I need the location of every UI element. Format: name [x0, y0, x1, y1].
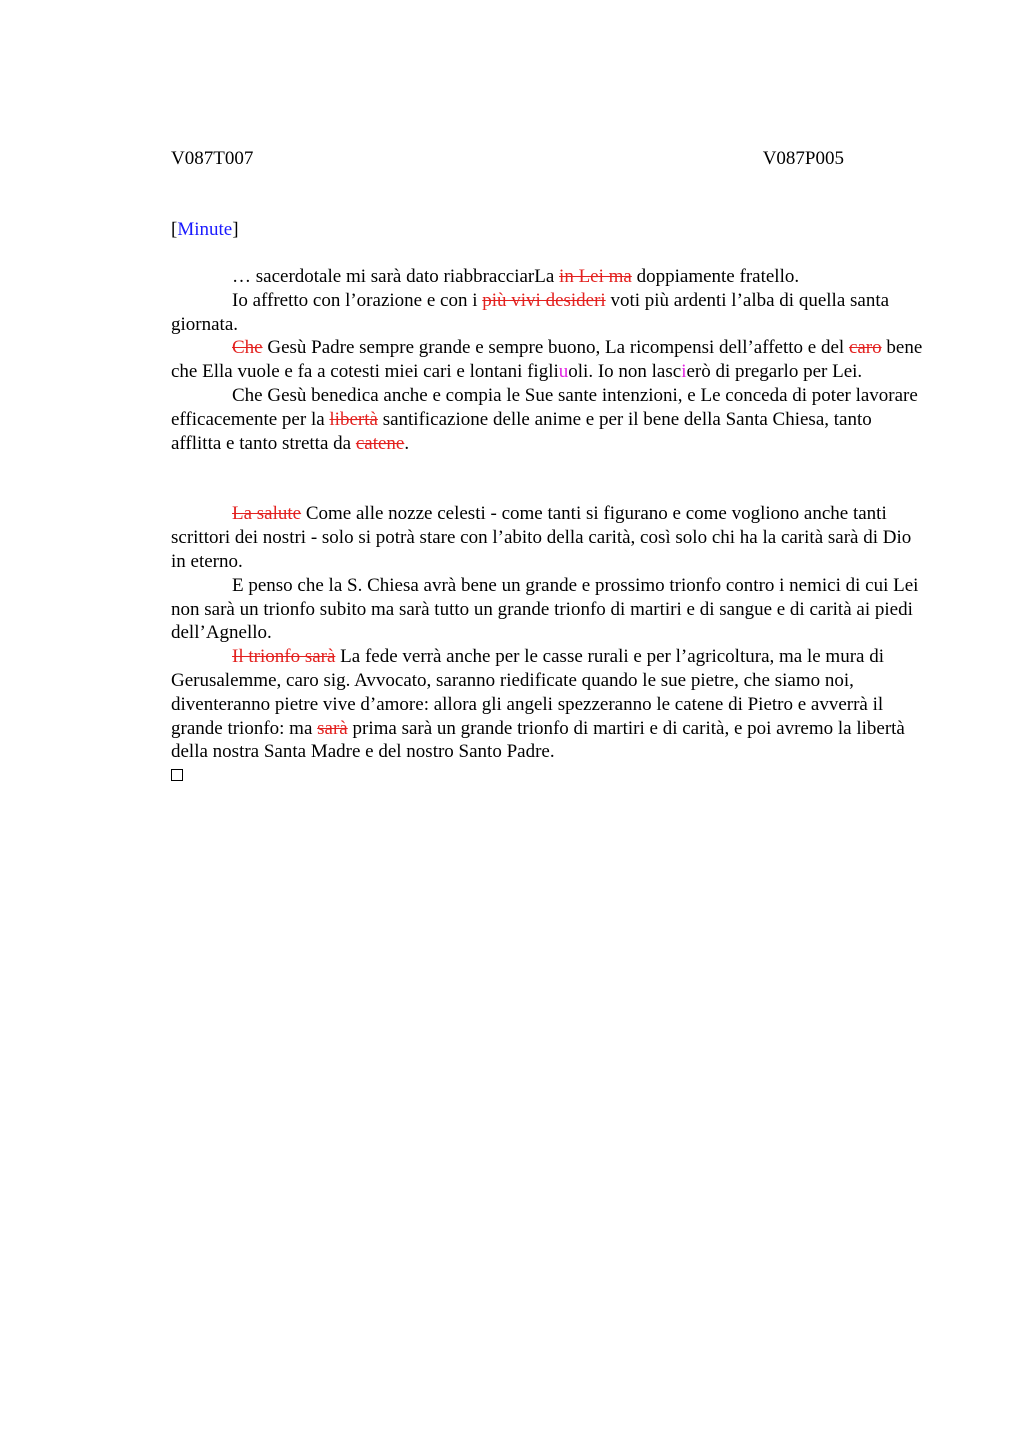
- text-span: voti più ardenti l’alba di quella santa giornata.: [171, 289, 890, 335]
- text-span: santificazione delle anime e per il bene della Santa Chiesa, tanto afflitta e tanto stretta da: [171, 408, 872, 454]
- paragraph-7: [171, 645, 926, 764]
- paragraph-2: [171, 289, 926, 337]
- deleted-text: sarà: [317, 717, 348, 739]
- text-span: Gesù Padre sempre grande e sempre buono, La ricompensi dell’affetto e del: [262, 337, 849, 359]
- text-span: doppiamente fratello.: [631, 266, 800, 287]
- paragraph-4: [171, 384, 926, 455]
- paragraph-gap: [171, 455, 926, 502]
- text-span: E penso che la S. Chiesa avrà bene un grande e prossimo trionfo contro i nemici di cui Lei non sarà un trionfo subito ma sarà tutto un grande trionfo di martiri e di sangue e di carità ai piedi dell’Agnello.: [171, 574, 919, 644]
- deleted-text: La salute: [232, 503, 302, 525]
- inserted-letter: u: [558, 361, 569, 383]
- text-span: oli. Io non lasc: [568, 361, 682, 383]
- text-span: prima sarà un grande trionfo di martiri e di carità, e poi avremo la libertà della nostra Santa Madre e del nostro Santo Padre.: [171, 717, 905, 763]
- deleted-text: catene: [355, 432, 405, 454]
- deleted-text: più vivi desideri: [482, 289, 606, 311]
- text-span: … sacerdotale mi sarà dato riabbracciarLa: [232, 266, 560, 287]
- text-span: Che Gesù benedica anche e compia le Sue sante intenzioni, e Le conceda di poter lavorare efficacemente per la: [171, 384, 918, 430]
- paragraph-1: [171, 265, 926, 289]
- document-id-right: V087P005: [762, 148, 844, 169]
- end-marker: [171, 764, 926, 788]
- deleted-text: caro: [848, 337, 882, 359]
- section-label-text: Minute: [177, 219, 233, 240]
- document-id-left: V087T007: [171, 148, 254, 169]
- bracket-close: ]: [232, 219, 239, 240]
- section-label: [171, 218, 239, 242]
- text-span: bene che Ella vuole e fa a cotesti miei cari e lontani figli: [171, 337, 923, 383]
- bracket-open: [: [171, 219, 178, 240]
- text-span: erò di pregarlo per Lei.: [686, 361, 863, 383]
- deleted-text: Il trionfo sarà: [232, 646, 336, 668]
- square-icon: [171, 769, 183, 781]
- header-row: [171, 147, 844, 171]
- text-span: La fede verrà anche per le casse rurali e per l’agricoltura, ma le mura di Gerusalemme, caro sig. Avvocato, saranno riedificate quando le sue pietre, che siamo noi, diventeranno pietre vive d’amore: allora gli angeli spezzeranno le catene di Pietro e avverrà il grande trionfo: ma: [171, 646, 884, 739]
- paragraph-3: [171, 336, 926, 384]
- letter-body: [171, 265, 926, 788]
- paragraph-6: [171, 574, 926, 645]
- text-span: Come alle nozze celesti - come tanti si figurano e come vogliono anche tanti scrittori dei nostri - solo si potrà stare con l’abito della carità, così solo chi ha la carità sarà di Dio in eterno.: [171, 503, 912, 572]
- deleted-text: in Lei ma: [559, 266, 632, 287]
- inserted-letter: i: [681, 361, 687, 383]
- paragraph-5: [171, 502, 926, 573]
- text-span: .: [404, 432, 410, 454]
- deleted-text: libertà: [329, 408, 378, 430]
- deleted-text: Che: [232, 337, 263, 359]
- text-span: Io affretto con l’orazione e con i: [232, 289, 483, 311]
